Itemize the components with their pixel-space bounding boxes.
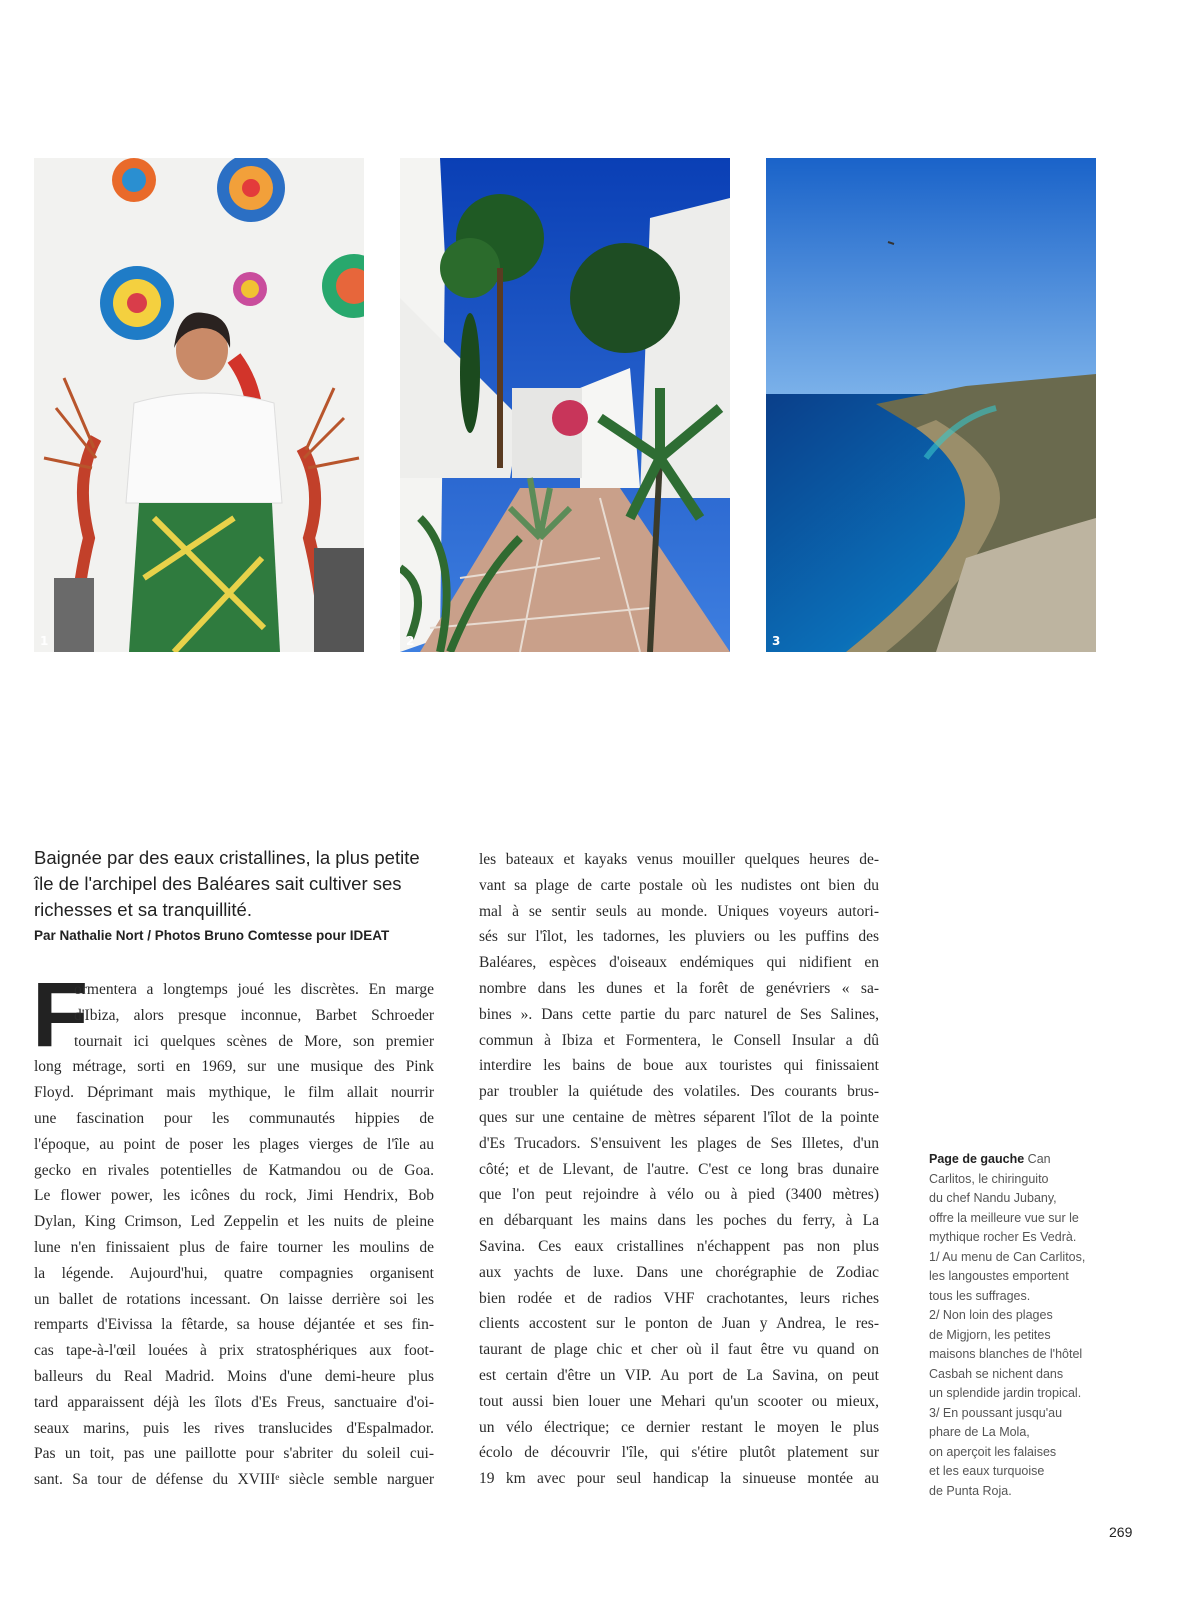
body-line: balleurs du Real Madrid. Moins d'une demi-heure plus: [34, 1367, 434, 1385]
body-line: Savina. Ces eaux cristallines n'échappent pas non plus: [479, 1237, 879, 1255]
body-line: aux yachts de luxe. Dans une chorégraphie de Zodiac: [479, 1263, 879, 1281]
body-line: sant. Sa tour de défense du XVIIIᵉ siècle semble narguer: [34, 1471, 434, 1489]
caption-label: Page de gauche: [929, 1152, 1025, 1166]
photo-caption: [929, 1150, 1109, 1501]
caption-line: tous les suffrages.: [929, 1288, 1031, 1303]
caption-line: phare de La Mola,: [929, 1425, 1030, 1439]
body-line: remparts d'Eivissa la fêtarde, sa house déjantée et ses fin-: [34, 1316, 434, 1334]
body-line: tard apparaissent déjà les îlots d'Es Freus, sanctuaire d'oi-: [34, 1393, 434, 1411]
body-line: bien rodée et de radios VHF crachotantes, leurs riches: [479, 1289, 879, 1307]
body-column-1: [32, 964, 434, 1493]
article-lead: Baignée par des eaux cristallines, la plus petite île de l'archipel des Baléares sait cultiver ses richesses et sa tranquillité.: [34, 847, 420, 920]
body-line: Le flower power, les icônes du rock, Jimi Hendrix, Bob: [34, 1187, 434, 1205]
body-line: d'Ibiza, alors presque inconnue, Barbet Schroeder: [74, 1006, 434, 1024]
body-line: une fascination pour les communautés hippies de: [34, 1109, 434, 1127]
caption-line: mythique rocher Es Vedrà.: [929, 1230, 1077, 1244]
photo-number: 3: [772, 634, 781, 648]
caption-line: et les eaux turquoise: [929, 1464, 1045, 1478]
body-line: Dylan, King Crimson, Led Zeppelin et les nuits de pleine: [34, 1213, 434, 1231]
byline: Par Nathalie Nort / Photos Bruno Comtesse pour IDEAT: [34, 928, 390, 943]
body-line: bines ». Dans cette partie du parc naturel de Ses Salines,: [479, 1005, 879, 1023]
caption-line: un splendide jardin tropical.: [929, 1386, 1082, 1400]
body-line: gecko en rivales potentielles de Katmandou ou de Goa.: [34, 1161, 434, 1179]
body-line: mal à se sentir seuls au monde. Uniques voyeurs autori-: [479, 902, 879, 920]
caption-line: offre la meilleure vue sur le: [929, 1210, 1079, 1225]
photo-number: 2: [406, 634, 415, 648]
body-line: en débarquant les mains dans les poches du ferry, à La: [479, 1212, 879, 1230]
body-line: côté; et de Llevant, de l'autre. C'est ce long bras dunaire: [479, 1160, 879, 1178]
caption-line: 1/ Au menu de Can Carlitos,: [929, 1249, 1086, 1264]
photo-white-houses: [400, 158, 730, 652]
body-line: par troubler la quiétude des volatiles. Des courants brus-: [479, 1083, 879, 1101]
body-line: tout aussi bien louer une Mehari qu'un scooter ou mieux,: [479, 1392, 879, 1410]
caption-line: Carlitos, le chiringuito: [929, 1171, 1049, 1186]
body-line: l'époque, au point de poser les plages vierges de l'île au: [34, 1135, 434, 1153]
page-number: 269: [1109, 1524, 1133, 1540]
body-line: d'Es Trucadors. S'ensuivent les plages de Ses Illetes, d'un: [479, 1134, 879, 1152]
body-line: cas tape-à-l'œil louées à prix stratosphériques aux foot-: [34, 1342, 434, 1360]
body-line: sés sur l'îlot, les tadornes, les pluviers ou les puffins des: [479, 928, 879, 946]
body-line: la légende. Aujourd'hui, quatre compagnies organisent: [34, 1264, 434, 1282]
body-line: écolo de découvrir l'île, qui s'étire plutôt platement sur: [479, 1444, 879, 1462]
body-line: interdire les bains de boue aux touristes qui finissaient: [479, 1057, 879, 1075]
caption-line: du chef Nandu Jubany,: [929, 1191, 1057, 1205]
body-line: Baléares, espèces d'oiseaux endémiques qui nidifient en: [479, 954, 879, 972]
caption-line: 2/ Non loin des plages: [929, 1308, 1053, 1322]
body-line: Floyd. Déprimant mais mythique, le film allait nourrir: [34, 1084, 434, 1102]
caption-line: les langoustes emportent: [929, 1269, 1069, 1283]
body-line: nombre dans les dunes et la forêt de genévriers « sa-: [479, 979, 879, 997]
body-line: long métrage, sorti en 1969, sur une musique des Pink: [34, 1058, 434, 1076]
body-line: que l'on peut rejoindre à vélo ou à pied (3400 mètres): [479, 1186, 879, 1204]
caption-line: 3/ En poussant jusqu'au: [929, 1405, 1063, 1420]
body-line: seaux marins, puis les rives translucides d'Espalmador.: [34, 1419, 434, 1437]
photo-cliffs-sea: [766, 158, 1096, 652]
caption-line: de Migjorn, les petites: [929, 1327, 1051, 1342]
body-line: un vélo électrique; ce dernier restant le moyen le plus: [479, 1418, 879, 1436]
body-line: est certain d'être un VIP. Au port de La Savina, on peut: [479, 1366, 879, 1384]
body-line: ques sur une centaine de mètres séparent l'îlot de la pointe: [479, 1108, 879, 1126]
body-line: Pas un toit, pas une paillotte pour s'abriter du soleil cui-: [34, 1445, 434, 1463]
caption-line: Casbah se nichent dans: [929, 1366, 1064, 1381]
body-line: ormentera a longtemps joué les discrètes. En marge: [74, 981, 434, 998]
photo-chef-lobsters: [34, 158, 364, 652]
body-line: clients accostent sur le ponton de Juan y Andrea, le res-: [479, 1315, 879, 1333]
drop-cap: F: [32, 964, 89, 1066]
caption-line: Can: [1027, 1152, 1051, 1166]
photo-number: 1: [40, 634, 49, 648]
body-line: tournait ici quelques scènes de More, son premier: [74, 1032, 434, 1050]
body-line: vant sa plage de carte postale où les nudistes ont bien du: [479, 876, 879, 894]
body-line: 19 km avec pour seul handicap la sinueuse montée au: [479, 1470, 879, 1488]
body-column-2: [479, 847, 879, 1492]
caption-text: [929, 1152, 1085, 1498]
body-line: un ballet de rotations incessant. On laisse derrière soi les: [34, 1290, 434, 1308]
body-line: taurant de plage chic et cher où il faut être vu quand on: [479, 1341, 879, 1359]
chef-lobsters-image: [34, 158, 364, 652]
body-line: les bateaux et kayaks venus mouiller quelques heures de-: [479, 851, 879, 868]
caption-line: de Punta Roja.: [929, 1483, 1012, 1498]
body-line: lune n'en finissaient plus de faire tourner les moulins de: [34, 1238, 434, 1256]
body-line: commun à Ibiza et Formentera, le Consell Insular a dû: [479, 1031, 879, 1049]
caption-line: on aperçoit les falaises: [929, 1444, 1057, 1459]
white-houses-image: [400, 158, 730, 652]
cliffs-sea-image: [766, 158, 1096, 652]
caption-line: maisons blanches de l'hôtel: [929, 1347, 1083, 1361]
